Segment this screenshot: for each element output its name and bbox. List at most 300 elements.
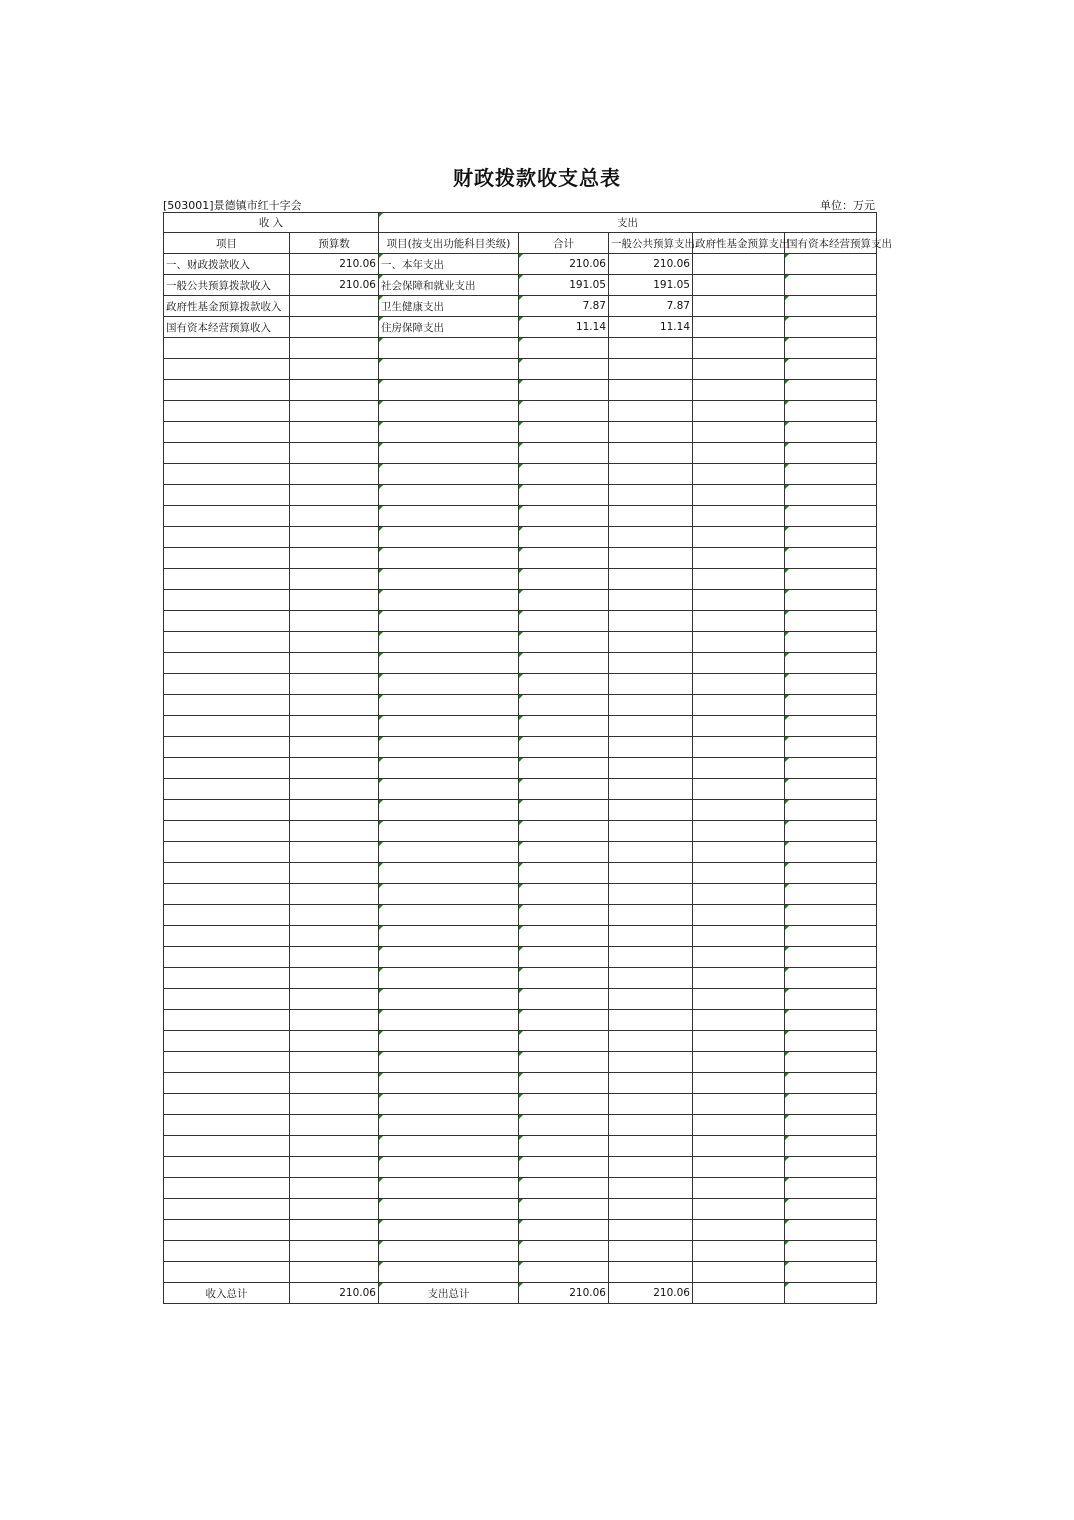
cell-general [609,1031,693,1052]
cell-fund [693,968,785,989]
cell-budget [290,548,379,569]
cell-expense-item [379,800,519,821]
cell-budget [290,1073,379,1094]
cell-total [519,338,609,359]
cell-fund [693,1010,785,1031]
cell-item: 国有资本经营预算收入 [164,317,290,338]
cell-item [164,968,290,989]
table-row-empty [164,674,877,695]
cell-capital [785,1136,877,1157]
cell-total [519,716,609,737]
cell-capital [785,1157,877,1178]
col-header-fund-budget: 政府性基金预算支出 [693,233,785,254]
cell-expense-item [379,380,519,401]
cell-expense-item [379,1052,519,1073]
cell-expense-item: 卫生健康支出 [379,296,519,317]
cell-total [519,947,609,968]
cell-general [609,884,693,905]
table-row-empty [164,1220,877,1241]
cell-budget [290,653,379,674]
cell-total [519,968,609,989]
table-row-empty [164,947,877,968]
cell-capital [785,779,877,800]
cell-expense-item [379,506,519,527]
table-row-empty [164,443,877,464]
cell-expense-item [379,779,519,800]
table-row-empty [164,1178,877,1199]
cell-capital [785,800,877,821]
cell-item [164,1094,290,1115]
cell-capital [785,926,877,947]
table-row-empty [164,884,877,905]
cell-item [164,653,290,674]
cell-expense-item [379,632,519,653]
cell-total: 7.87 [519,296,609,317]
cell-expense-item [379,1136,519,1157]
cell-total: 11.14 [519,317,609,338]
cell-general [609,842,693,863]
cell-total [519,548,609,569]
cell-item [164,401,290,422]
cell-general [609,947,693,968]
cell-item [164,1157,290,1178]
cell-fund [693,611,785,632]
cell-budget [290,569,379,590]
table-row-empty [164,359,877,380]
cell-expense-item [379,758,519,779]
table-row-empty [164,1262,877,1283]
cell-item: 一般公共预算拨款收入 [164,275,290,296]
cell-total [519,989,609,1010]
cell-general [609,1241,693,1262]
cell-capital [785,653,877,674]
cell-total [519,527,609,548]
col-header-total: 合计 [519,233,609,254]
cell-expense-item: 一、本年支出 [379,254,519,275]
cell-total [519,422,609,443]
cell-general [609,359,693,380]
cell-expense-item [379,1073,519,1094]
cell-budget [290,317,379,338]
cell-capital [785,1262,877,1283]
cell-fund [693,1199,785,1220]
table-row-empty [164,1010,877,1031]
cell-total [519,737,609,758]
cell-expense-item [379,527,519,548]
cell-expense-item [379,590,519,611]
cell-expense-item [379,1241,519,1262]
table-row-empty [164,716,877,737]
cell-capital [785,758,877,779]
cell-fund [693,632,785,653]
cell-item [164,548,290,569]
cell-expense-item [379,863,519,884]
cell-capital [785,590,877,611]
cell-general [609,1115,693,1136]
cell-expense-item [379,905,519,926]
cell-total [519,359,609,380]
cell-fund [693,422,785,443]
table-row-empty [164,1073,877,1094]
cell-fund [693,1115,785,1136]
cell-budget [290,905,379,926]
cell-item [164,674,290,695]
cell-fund [693,527,785,548]
cell-capital [785,611,877,632]
table-row-empty [164,422,877,443]
cell-expense-item [379,1010,519,1031]
cell-fund [693,758,785,779]
cell-general [609,758,693,779]
cell-expense-item [379,695,519,716]
organization-label: [503001]景德镇市红十字会 [163,199,302,212]
table-row-empty [164,779,877,800]
cell-fund [693,464,785,485]
col-header-general-budget: 一般公共预算支出 [609,233,693,254]
col-header-budget: 预算数 [290,233,379,254]
table-row-empty [164,380,877,401]
cell-budget [290,1262,379,1283]
col-header-item: 项目 [164,233,290,254]
cell-item [164,1010,290,1031]
cell-budget [290,716,379,737]
cell-general [609,632,693,653]
cell-general: 210.06 [609,254,693,275]
table-row-empty [164,1031,877,1052]
cell-item [164,1220,290,1241]
cell-general [609,674,693,695]
cell-item [164,1178,290,1199]
cell-capital [785,968,877,989]
cell-item [164,1031,290,1052]
cell-general [609,1157,693,1178]
cell-general: 11.14 [609,317,693,338]
cell-capital [785,821,877,842]
cell-budget [290,506,379,527]
cell-budget [290,758,379,779]
cell-fund [693,1283,785,1304]
cell-total [519,1241,609,1262]
cell-fund [693,275,785,296]
cell-capital [785,485,877,506]
cell-budget [290,359,379,380]
cell-capital [785,443,877,464]
cell-expense-item [379,422,519,443]
cell-budget [290,842,379,863]
cell-total [519,1220,609,1241]
cell-expense-item [379,926,519,947]
cell-budget: 210.06 [290,275,379,296]
cell-capital [785,296,877,317]
cell-capital [785,548,877,569]
table-row-empty [164,401,877,422]
cell-total [519,590,609,611]
cell-expense-item [379,968,519,989]
cell-budget [290,401,379,422]
cell-item [164,422,290,443]
cell-item [164,359,290,380]
cell-budget [290,926,379,947]
cell-budget: 210.06 [290,1283,379,1304]
totals-row [164,1283,877,1304]
cell-budget [290,1178,379,1199]
cell-budget [290,1052,379,1073]
cell-total [519,884,609,905]
table-row-empty [164,800,877,821]
cell-budget [290,296,379,317]
cell-item [164,842,290,863]
cell-item [164,464,290,485]
table-row-empty [164,569,877,590]
cell-capital [785,1283,877,1304]
cell-budget [290,821,379,842]
table-row-empty [164,1136,877,1157]
cell-expense-item [379,821,519,842]
cell-expense-item [379,842,519,863]
cell-item: 政府性基金预算拨款收入 [164,296,290,317]
cell-total [519,464,609,485]
cell-total [519,569,609,590]
cell-item [164,1073,290,1094]
cell-general [609,1094,693,1115]
cell-general [609,1010,693,1031]
cell-capital [785,569,877,590]
cell-general [609,779,693,800]
table-row-empty [164,905,877,926]
cell-capital [785,254,877,275]
cell-item [164,884,290,905]
cell-expense-item [379,464,519,485]
expense-group-header: 支出 [379,213,877,233]
cell-fund [693,359,785,380]
cell-item [164,1199,290,1220]
cell-capital [785,947,877,968]
cell-budget [290,989,379,1010]
cell-item [164,821,290,842]
cell-general [609,338,693,359]
budget-table [163,212,892,1304]
table-row-empty [164,653,877,674]
table-row-empty [164,1052,877,1073]
cell-fund [693,926,785,947]
cell-expense-item [379,1262,519,1283]
cell-budget [290,338,379,359]
unit-label: 单位：万元 [820,199,875,212]
table-row-empty [164,632,877,653]
cell-fund [693,296,785,317]
cell-total [519,1094,609,1115]
table-row-empty [164,968,877,989]
cell-budget [290,968,379,989]
cell-total [519,779,609,800]
cell-total [519,1073,609,1094]
cell-total: 210.06 [519,1283,609,1304]
cell-general [609,590,693,611]
cell-budget [290,884,379,905]
cell-expense-item [379,1115,519,1136]
cell-item [164,338,290,359]
cell-expense-item [379,401,519,422]
cell-capital [785,317,877,338]
cell-total [519,674,609,695]
table-row-empty [164,989,877,1010]
cell-fund [693,485,785,506]
cell-total: 210.06 [519,254,609,275]
cell-capital [785,1073,877,1094]
cell-general [609,800,693,821]
cell-fund [693,779,785,800]
cell-capital [785,674,877,695]
cell-fund [693,1262,785,1283]
cell-budget [290,464,379,485]
table-row-empty [164,821,877,842]
cell-capital [785,737,877,758]
cell-expense-item [379,989,519,1010]
cell-expense-item [379,359,519,380]
cell-fund [693,1157,785,1178]
cell-general [609,1220,693,1241]
cell-budget [290,1220,379,1241]
cell-total [519,1157,609,1178]
cell-capital [785,1178,877,1199]
cell-item [164,926,290,947]
cell-general [609,653,693,674]
cell-item [164,1136,290,1157]
cell-item [164,590,290,611]
cell-total [519,842,609,863]
table-row [164,296,877,317]
cell-capital [785,716,877,737]
cell-fund [693,569,785,590]
table-row [164,254,877,275]
cell-total [519,905,609,926]
cell-budget [290,1094,379,1115]
cell-capital [785,632,877,653]
cell-item [164,863,290,884]
cell-fund [693,884,785,905]
cell-budget [290,1241,379,1262]
cell-item [164,632,290,653]
cell-expense-item: 支出总计 [379,1283,519,1304]
cell-capital [785,842,877,863]
cell-general [609,443,693,464]
cell-item [164,737,290,758]
cell-general [609,485,693,506]
table-row-empty [164,590,877,611]
cell-budget [290,779,379,800]
cell-general [609,1262,693,1283]
cell-total [519,1010,609,1031]
column-header-row [164,233,877,254]
cell-capital [785,1241,877,1262]
table-row-empty [164,926,877,947]
cell-total [519,1031,609,1052]
cell-item [164,443,290,464]
cell-item [164,716,290,737]
cell-total [519,380,609,401]
table-row [164,317,877,338]
cell-capital [785,1010,877,1031]
cell-total: 191.05 [519,275,609,296]
cell-general [609,611,693,632]
cell-fund [693,863,785,884]
table-row-empty [164,1199,877,1220]
cell-total [519,1199,609,1220]
cell-budget [290,863,379,884]
col-header-expense-item: 项目(按支出功能科目类级) [379,233,519,254]
cell-fund [693,842,785,863]
cell-item [164,947,290,968]
cell-capital [785,1094,877,1115]
cell-item [164,380,290,401]
cell-budget [290,1031,379,1052]
cell-capital [785,422,877,443]
cell-general [609,863,693,884]
cell-expense-item [379,548,519,569]
cell-item [164,569,290,590]
col-header-state-capital: 国有资本经营预算支出 [785,233,877,254]
table-row-empty [164,1157,877,1178]
cell-capital [785,275,877,296]
cell-expense-item [379,947,519,968]
cell-general [609,1178,693,1199]
table-row-empty [164,1241,877,1262]
cell-general [609,737,693,758]
cell-expense-item [379,716,519,737]
cell-general [609,569,693,590]
cell-item [164,527,290,548]
group-header-row [164,213,877,233]
cell-expense-item [379,1220,519,1241]
cell-item [164,1052,290,1073]
cell-total [519,926,609,947]
cell-fund [693,506,785,527]
cell-fund [693,1241,785,1262]
table-row-empty [164,506,877,527]
table-row-empty [164,758,877,779]
cell-total [519,1262,609,1283]
cell-total [519,611,609,632]
cell-general [609,506,693,527]
table-row-empty [164,863,877,884]
cell-fund [693,338,785,359]
cell-capital [785,1031,877,1052]
cell-item [164,611,290,632]
cell-capital [785,1220,877,1241]
cell-item [164,989,290,1010]
cell-general [609,905,693,926]
cell-fund [693,737,785,758]
cell-capital [785,380,877,401]
cell-capital [785,401,877,422]
cell-fund [693,1178,785,1199]
cell-budget [290,800,379,821]
table-row-empty [164,338,877,359]
cell-general [609,716,693,737]
cell-total [519,506,609,527]
cell-expense-item [379,485,519,506]
cell-budget [290,737,379,758]
cell-budget [290,695,379,716]
table-row-empty [164,611,877,632]
cell-general: 191.05 [609,275,693,296]
table-row-empty [164,842,877,863]
cell-fund [693,1052,785,1073]
page-title: 财政拨款收支总表 [453,166,621,190]
cell-total [519,821,609,842]
cell-general [609,989,693,1010]
cell-fund [693,401,785,422]
